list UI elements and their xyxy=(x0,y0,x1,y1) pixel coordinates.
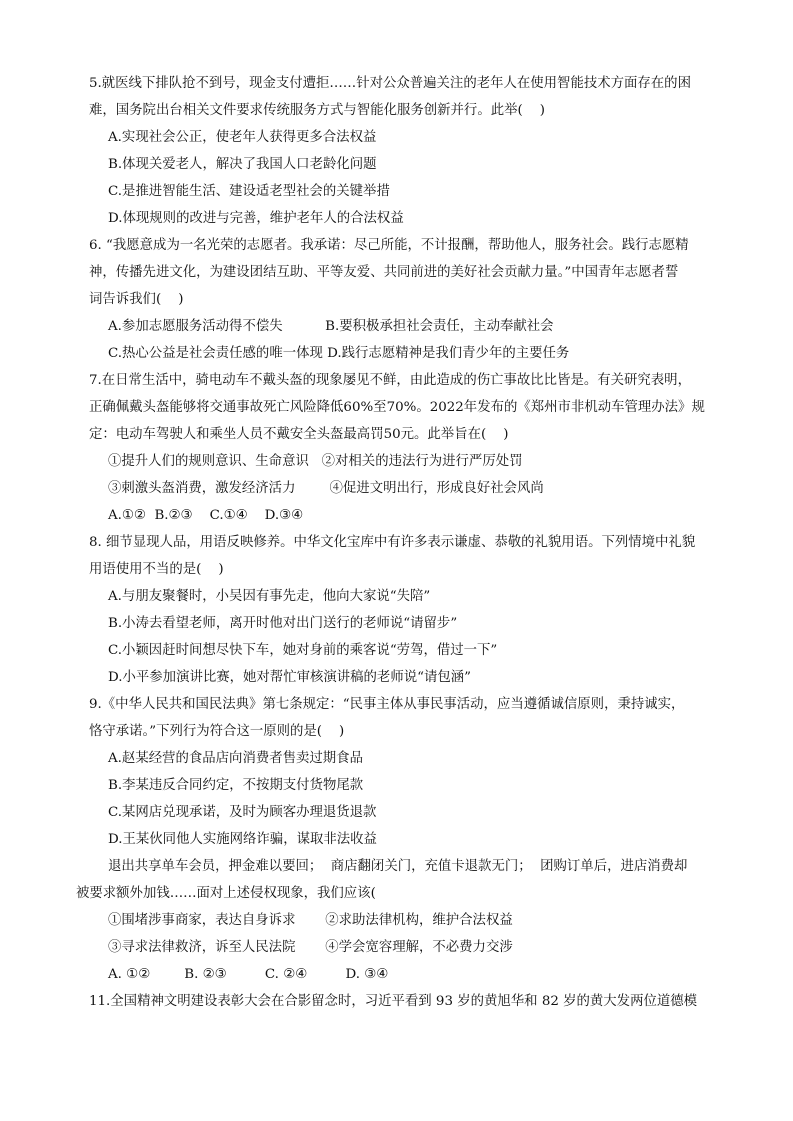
q7-stem-line-1: 7.在日常生活中，骑电动车不戴头盔的现象屡见不鲜，由此造成的伤亡事故比比皆是。有关研究表明， xyxy=(89,373,691,388)
q5-stem-line-2: 难，国务院出台相关文件要求传统服务方式与智能化服务创新并行。此举( ) xyxy=(89,103,545,118)
q8-option-d: D.小平参加演讲比赛，她对帮忙审核演讲稿的老师说“请包涵” xyxy=(108,670,471,685)
q5-option-c: C.是推进智能生活、建设适老型社会的关键举措 xyxy=(108,184,390,199)
q9-option-b: B.李某违反合同约定，不按期支付货物尾款 xyxy=(108,778,364,793)
q8-stem-line-2: 用语使用不当的是( ) xyxy=(89,562,224,577)
q8-option-b: B.小涛去看望老师，离开时他对出门送行的老师说“请留步” xyxy=(108,616,458,631)
q10-stem-line-1: 退出共享单车会员，押金难以要回； 商店翻闭关门，充值卡退款无门； 团购订单后，进店消费却 xyxy=(108,859,688,874)
q7-statements-line-1: ①提升人们的规则意识、生命意识 ②对相关的违法行为进行严厉处罚 xyxy=(108,454,523,469)
q8-option-a: A.与朋友聚餐时，小吴因有事先走，他向大家说“失陪” xyxy=(108,589,431,604)
q10-statements-line-1: ①围堵涉事商家，表达自身诉求 ②求助法律机构，维护合法权益 xyxy=(108,913,513,928)
q10-stem-line-2: 被要求额外加钱……面对上述侵权现象，我们应该( xyxy=(76,886,376,901)
q5-option-a: A.实现社会公正，使老年人获得更多合法权益 xyxy=(108,130,377,145)
q5-option-b: B.体现关爱老人，解决了我国人口老龄化问题 xyxy=(108,157,377,172)
q10-statements-line-2: ③寻求法律救济，诉至人民法院 ④学会宽容理解，不必费力交涉 xyxy=(108,940,513,955)
q7-stem-line-3: 定：电动车驾驶人和乘坐人员不戴安全头盔最高罚50元。此举旨在( ) xyxy=(89,427,509,442)
q6-options-line-1: A.参加志愿服务活动得不偿失 B.要积极承担社会责任，主动奉献社会 xyxy=(108,319,554,334)
q6-options-line-2: C.热心公益是社会责任感的唯一体现 D.践行志愿精神是我们青少年的主要任务 xyxy=(108,346,570,361)
q9-option-c: C.某网店兑现承诺，及时为顾客办理退货退款 xyxy=(108,805,377,820)
q10-options: A. ①② B. ②③ C. ②④ D. ③④ xyxy=(108,967,389,982)
q6-stem-line-3: 词告诉我们( ) xyxy=(89,292,184,307)
q6-stem-line-2: 神，传播先进文化，为建设团结互助、平等友爱、共同前进的美好社会贡献力量。”中国青年志愿者誓 xyxy=(89,265,679,280)
q8-option-c: C.小颖因赶时间想尽快下车，她对身前的乘客说“劳驾，借过一下” xyxy=(108,643,498,658)
q9-stem-line-1: 9.《中华人民共和国民法典》第七条规定：“民事主体从事民事活动，应当遵循诚信原则，秉持诚实， xyxy=(89,697,685,712)
q6-stem-line-1: 6. “我愿意成为一名光荣的志愿者。我承诺：尽己所能，不计报酬，帮助他人，服务社会。践行志愿精 xyxy=(89,238,689,253)
q7-options: A.①② B.②③ C.①④ D.③④ xyxy=(108,508,304,523)
q7-stem-line-2: 正确佩戴头盔能够将交通事故死亡风险降低60%至70%。2022年发布的《郑州市非机动车管理办法》规 xyxy=(89,400,705,415)
q9-stem-line-2: 恪守承诺。”下列行为符合这一原则的是( ) xyxy=(89,724,345,739)
q9-option-a: A.赵某经营的食品店向消费者售卖过期食品 xyxy=(108,751,363,766)
q5-option-d: D.体现规则的改进与完善，维护老年人的合法权益 xyxy=(108,211,404,226)
q8-stem-line-1: 8. 细节显现人品，用语反映修养。中华文化宝库中有许多表示谦虚、恭敬的礼貌用语。下列情境中礼貌 xyxy=(89,535,696,550)
q9-option-d: D.王某伙同他人实施网络诈骗，谋取非法收益 xyxy=(108,832,377,847)
q11-stem-line-1: 11.全国精神文明建设表彰大会在合影留念时，习近平看到 93 岁的黄旭华和 82 岁的黄大发两位道德模 xyxy=(89,994,698,1009)
q7-statements-line-2: ③刺激头盔消费，激发经济活力 ④促进文明出行，形成良好社会风尚 xyxy=(108,481,544,496)
q5-stem-line-1: 5.就医线下排队抢不到号，现金支付遭拒……针对公众普遍关注的老年人在使用智能技术方面存在的困 xyxy=(89,76,691,91)
